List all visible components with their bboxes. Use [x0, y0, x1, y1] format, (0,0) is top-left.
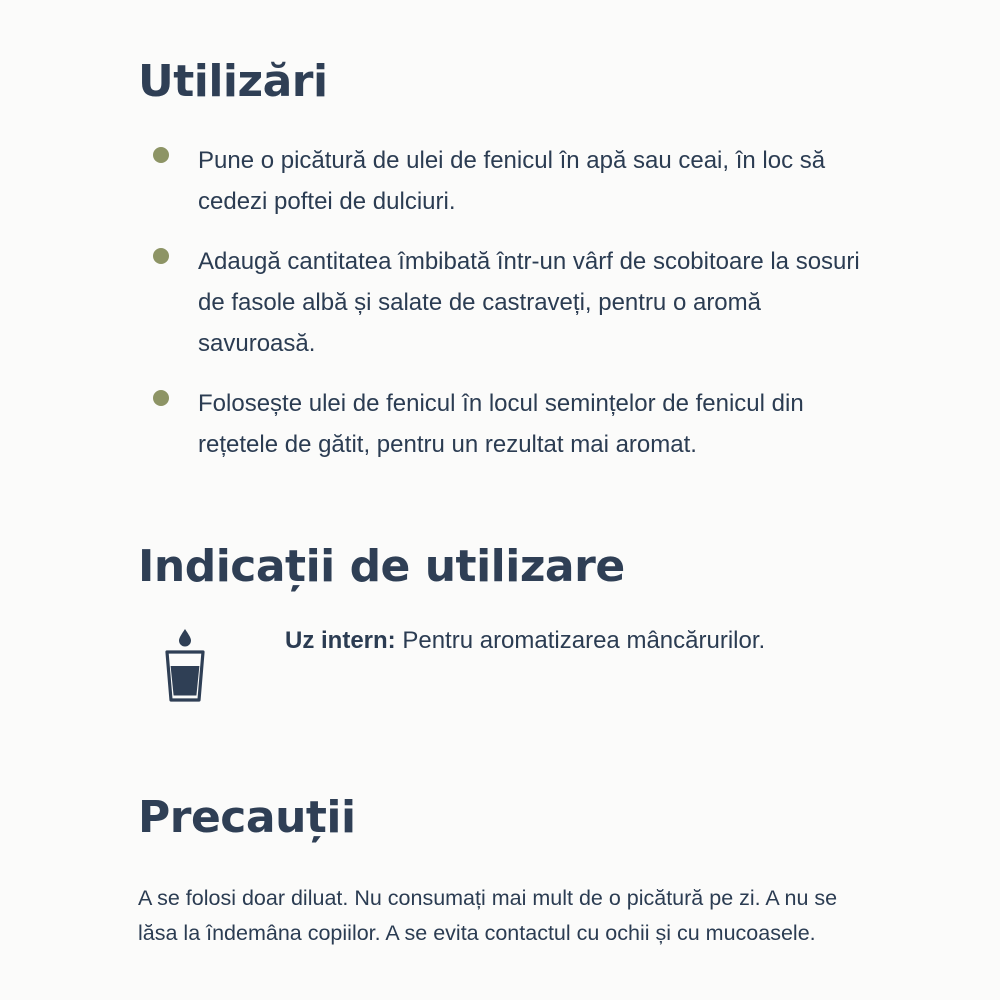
list-item: [150, 241, 870, 364]
bullet-icon: [153, 248, 169, 264]
list-item: [150, 383, 870, 465]
list-item-text: Adaugă cantitatea îmbibată într-un vârf de scobitoare la sosuri de fasole albă și salate de castraveți, pentru o aromă savuroasă.: [198, 248, 860, 357]
indication-internal: [285, 624, 765, 658]
indications-heading: Indicații de utilizare: [138, 541, 625, 592]
list-item-text: Pune o picătură de ulei de fenicul în apă sau ceai, în loc să cedezi poftei de dulciuri.: [198, 147, 826, 215]
bullet-icon: [153, 147, 169, 163]
water-glass-icon: [160, 628, 210, 704]
bullet-icon: [153, 390, 169, 406]
precautions-heading: Precauții: [138, 792, 356, 843]
indication-label: Uz intern:: [285, 627, 396, 654]
list-item-text: Folosește ulei de fenicul în locul semințelor de fenicul din rețetele de gătit, pentru un rezultat mai aromat.: [198, 390, 804, 458]
precautions-text: A se folosi doar diluat. Nu consumați mai mult de o picătură pe zi. A nu se lăsa la îndemâna copiilor. A se evita contactul cu ochii și cu mucoasele.: [138, 886, 838, 945]
indication-text: Pentru aromatizarea mâncărurilor.: [395, 627, 766, 654]
uses-list: [150, 140, 870, 465]
list-item: [150, 140, 870, 222]
uses-heading: Utilizări: [138, 56, 328, 107]
